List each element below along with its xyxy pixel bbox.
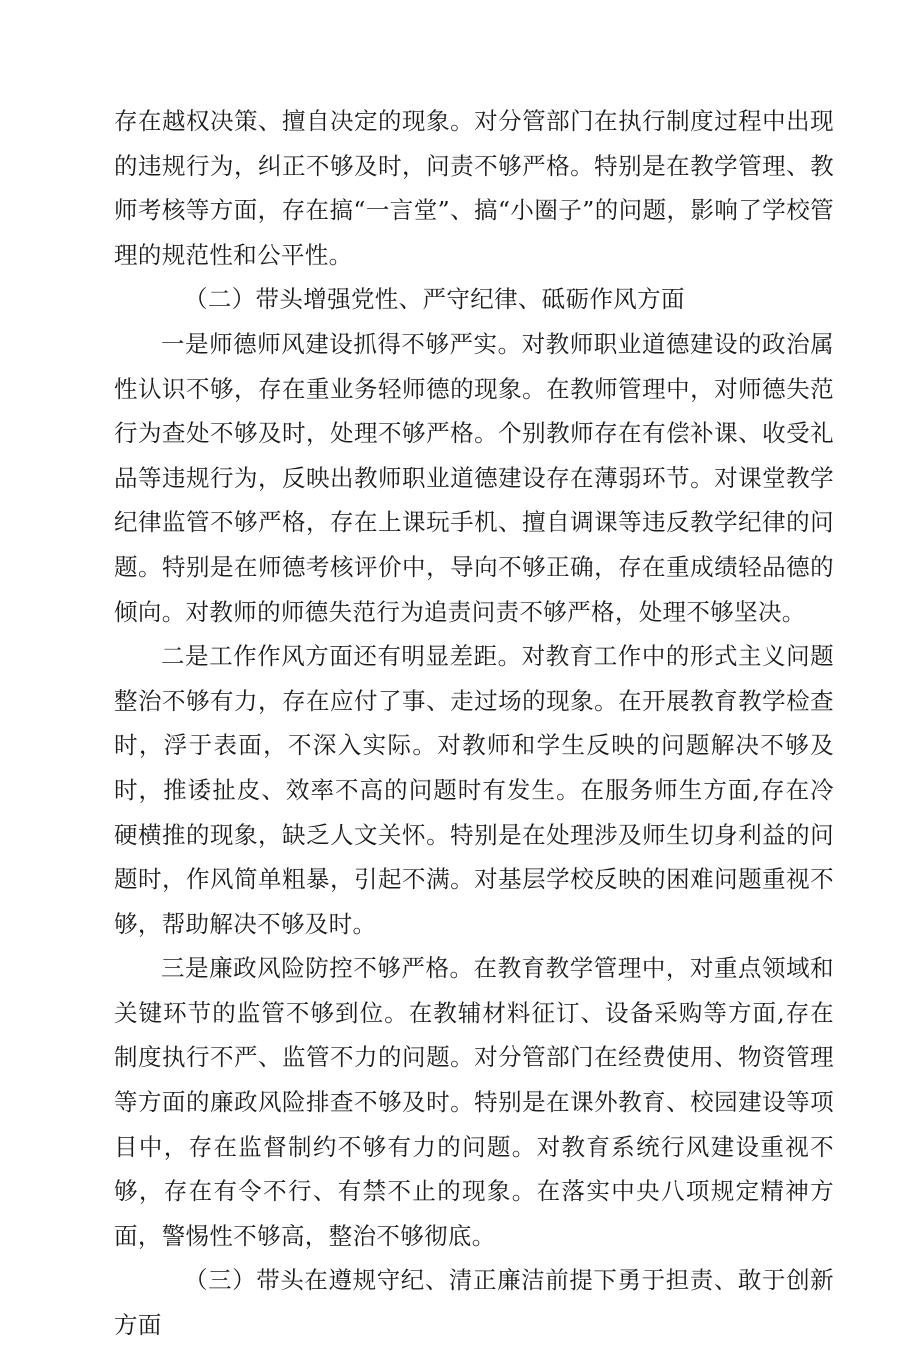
paragraph-work-style: 二是工作作风方面还有明显差距。对教育工作中的形式主义问题整治不够有力，存在应付了事、走过场的现象。在开展教育教学检查时，浮于表面，不深入实际。对教师和学生反映的问题解决不够及时，推诿扯皮、效率不高的问题时有发生。在服务师生方面,存在冷硬横推的现象，缺乏人文关怀。特别是在处理涉及师生切身利益的问题时，作风简单粗暴，引起不满。对基层学校反映的困难问题重视不够，帮助解决不够及时。 bbox=[114, 642, 834, 938]
paragraph-continued: 存在越权决策、擅自决定的现象。对分管部门在执行制度过程中出现的违规行为，纠正不够及时，问责不够严格。特别是在教学管理、教师考核等方面，存在搞“一言堂”、搞“小圈子”的问题，影响了学校管理的规范性和公平性。 bbox=[114, 107, 834, 269]
section-heading-2: （二）带头增强党性、严守纪律、砥砺作风方面 bbox=[184, 285, 685, 314]
section-heading-3: （三）带头在遵规守纪、清正廉洁前提下勇于担责、敢于创新方面 bbox=[114, 1266, 834, 1340]
paragraph-integrity-risk: 三是廉政风险防控不够严格。在教育教学管理中，对重点领域和关键环节的监管不够到位。在教辅材料征订、设备采购等方面,存在制度执行不严、监管不力的问题。对分管部门在经费使用、物资管理等方面的廉政风险排查不够及时。特别是在课外教育、校园建设等项目中，存在监督制约不够有力的问题。对教育系统行风建设重视不够，存在有令不行、有禁不止的现象。在落实中央八项规定精神方面，警惕性不够高，整治不够彻底。 bbox=[114, 954, 835, 1250]
document-body bbox=[114, 99, 834, 1348]
paragraph-teacher-ethics: 一是师德师风建设抓得不够严实。对教师职业道德建设的政治属性认识不够，存在重业务轻师德的现象。在教师管理中，对师德失范行为查处不够及时，处理不够严格。个别教师存在有偿补课、收受礼品等违规行为，反映出教师职业道德建设存在薄弱环节。对课堂教学纪律监管不够严格，存在上课玩手机、擅自调课等违反教学纪律的问题。特别是在师德考核评价中，导向不够正确，存在重成绩轻品德的倾向。对教师的师德失范行为追责问责不够严格，处理不够坚决。 bbox=[114, 329, 834, 626]
